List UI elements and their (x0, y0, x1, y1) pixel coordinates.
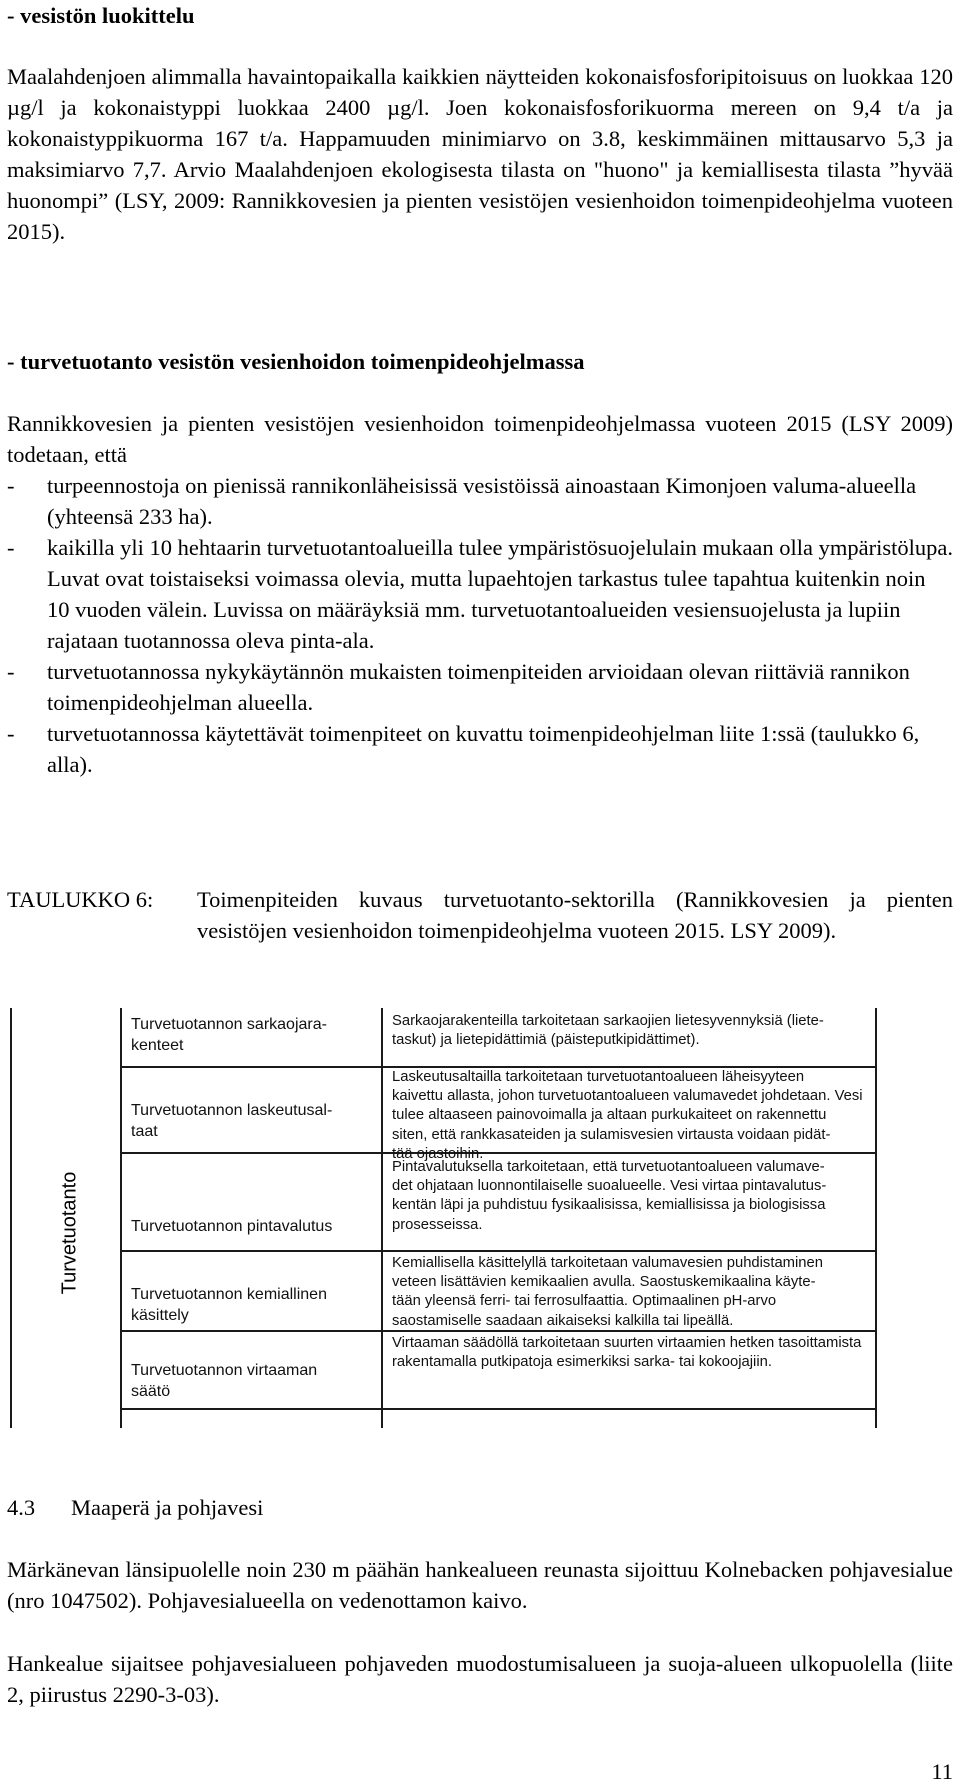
paragraph-groundwater-area: Märkänevan länsipuolelle noin 230 m päähän hankealueen reunasta sijoittuu Kolnebacken pohjavesialue (nro 1047502). Pohjavesialueella on vedenottamon kaivo. (7, 1557, 953, 1613)
table-divider (120, 1008, 122, 1428)
cell-line: kentän läpi ja puhdistuu fysikaalisissa, kemiallisissa ja biologisissa (392, 1197, 826, 1214)
cell-line: saostamiselle saadaan aikaiseksi kalkilla tai lipeällä. (392, 1312, 734, 1329)
cell-line: kenteet (131, 1037, 184, 1054)
cell-line: Kemiallisella käsittelyllä tarkoitetaan valumavesien puhdistaminen (392, 1255, 823, 1271)
cell-line: käsittely (131, 1307, 189, 1324)
page-number: 11 (931, 1759, 953, 1784)
cell-line: Virtaaman säädöllä tarkoitetaan suurten virtaamien hetken tasoittamista (392, 1335, 862, 1351)
table-border-right (875, 1008, 877, 1428)
cell-line: Laskeutusaltailla tarkoitetaan turvetuotantoalueen läheisyyteen (392, 1069, 805, 1085)
table-cell-description (392, 1254, 872, 1331)
list-item (7, 656, 953, 718)
list-item-text: kaikilla yli 10 hehtaarin turvetuotantoalueilla tulee ympäristösuojelulain mukaan olla ympäristölupa. Luvat ovat toistaiseksi voimassa olevia, mutta lupaehtojen tarkastus tulee tapahtua kuitenkin noin 10 vuoden välein. Luvissa on määräyksiä mm. turvetuotantoalueiden vesiensuojelusta ja lupiin rajataan tuotannossa oleva pinta-ala. (47, 535, 954, 653)
table-caption-text: Toimenpiteiden kuvaus turvetuotanto-sektorilla (Rannikkovesien ja pienten vesistöjen vesienhoidon toimenpideohjelma vuoteen 2015. LSY 2009). (197, 887, 953, 943)
table-side-label (50, 1158, 90, 1308)
cell-line: prosesseissa. (392, 1216, 483, 1233)
list-item-text: turvetuotannossa nykykäytännön mukaisten toimenpiteiden arvioidaan olevan riittäviä rannikon toimenpideohjelman alueella. (47, 659, 910, 715)
cell-line: tulee altaaseen painovoimalla ja altaan purkukaiteet on rakennettu (392, 1107, 827, 1124)
cell-line: Turvetuotannon laskeutusal- (131, 1102, 333, 1119)
paragraph-project-location: Hankealue sijaitsee pohjavesialueen pohjaveden muodostumisalueen ja suoja-alueen ulkopuolella (liite 2, piirustus 2290-3-03). (7, 1651, 953, 1707)
cell-line: tää ojastoihin. (392, 1145, 484, 1162)
cell-line: det ohjataan luonnontilaiselle suoalueelle. Vesi virtaa pintavalutus- (392, 1178, 827, 1195)
table-border-left (10, 1008, 12, 1428)
table-row-divider (120, 1250, 877, 1252)
table-caption (7, 884, 953, 946)
cell-line: Pintavalutuksella tarkoitetaan, että turvetuotantoalueen valumave- (392, 1159, 825, 1175)
cell-line: veteen lisättävien kemikaalien avulla. Saostuskemikaalina käyte- (392, 1274, 816, 1291)
table-row-divider (120, 1408, 877, 1410)
table-cell-measure (131, 1360, 366, 1402)
table-cell-description (392, 1068, 872, 1164)
cell-line: taat (131, 1123, 158, 1140)
table-cell-measure (131, 1216, 366, 1237)
paragraph-programme-intro: Rannikkovesien ja pienten vesistöjen vesienhoidon toimenpideohjelmassa vuoteen 2015 (LSY 2009) todetaan, että (7, 411, 953, 467)
cell-line: Turvetuotannon sarkaojara- (131, 1016, 327, 1033)
section-heading-peat-production: - turvetuotanto vesistön vesienhoidon toimenpideohjelmassa (7, 349, 585, 374)
list-dash: - (7, 473, 15, 498)
list-item-text: turvetuotannossa käytettävät toimenpiteet on kuvattu toimenpideohjelman liite 1:ssä (taulukko 6, alla). (47, 721, 920, 777)
list-dash: - (7, 721, 15, 746)
section-heading-classification: - vesistön luokittelu (7, 3, 195, 28)
measures-table-image (10, 1008, 877, 1428)
section-title: Maaperä ja pohjavesi (71, 1495, 264, 1520)
table-cell-description (392, 1158, 872, 1235)
list-item (7, 470, 953, 532)
cell-line: rakentamalla putkipatoja esimerkiksi sarka- tai kokoojajiin. (392, 1354, 772, 1371)
paragraph-water-quality: Maalahdenjoen alimmalla havaintopaikalla kaikkien näytteiden kokonaisfosforipitoisuus on luokkaa 120 µg/l ja kokonaistyppi luokkaa 2400 µg/l. Joen kokonaisfosforikuorma mereen on 9,4 t/a ja kokonaistyppikuorma 167 t/a. Happamuuden minimiarvo on 3.8, keskimmäinen mittausarvo 5,3 ja maksimiarvo 7,7. Arvio Maalahdenjoen ekologisesta tilasta on "huono" ja kemiallisesta tilasta ”hyvää huonompi” (LSY, 2009: Rannikkovesien ja pienten vesistöjen vesienhoidon toimenpideohjelma vuoteen 2015). (7, 64, 953, 244)
section-number: 4.3 (7, 1495, 36, 1520)
list-item (7, 532, 953, 656)
table-cell-measure (131, 1100, 366, 1142)
cell-line: taskut) ja lietepidättimiä (päisteputkipidättimet). (392, 1032, 700, 1049)
list-item (7, 718, 953, 780)
list-dash: - (7, 659, 15, 684)
cell-line: tään yleensä ferri- tai ferrosulfaattia. Optimaalinen pH-arvo (392, 1293, 777, 1310)
table-side-label-text: Turvetuotanto (58, 1171, 81, 1295)
table-caption-label: TAULUKKO 6: (7, 887, 154, 912)
table-divider (381, 1008, 383, 1428)
cell-line: säätö (131, 1383, 171, 1400)
table-cell-measure (131, 1014, 366, 1056)
cell-line: Turvetuotannon pintavalutus (131, 1218, 333, 1235)
section-heading-soil-groundwater (7, 1492, 263, 1523)
cell-line: Turvetuotannon virtaaman (131, 1362, 318, 1379)
table-cell-measure (131, 1284, 366, 1326)
cell-line: Turvetuotannon kemiallinen (131, 1286, 327, 1303)
list-dash: - (7, 535, 15, 560)
table-cell-description (392, 1334, 872, 1372)
cell-line: Sarkaojarakenteilla tarkoitetaan sarkaojien lietesyvennyksiä (liete- (392, 1013, 824, 1029)
findings-list (7, 470, 953, 780)
table-cell-description (392, 1012, 872, 1050)
cell-line: kaivettu allasta, johon turvetuotantoalueen valumavedet johdetaan. Vesi (392, 1088, 863, 1105)
cell-line: siten, että rankkasateiden ja sulamisvesien virtausta voidaan pidät- (392, 1126, 831, 1143)
list-item-text: turpeennostoja on pienissä rannikonläheisissä vesistöissä ainoastaan Kimonjoen valuma-alueella (yhteensä 233 ha). (47, 473, 917, 529)
